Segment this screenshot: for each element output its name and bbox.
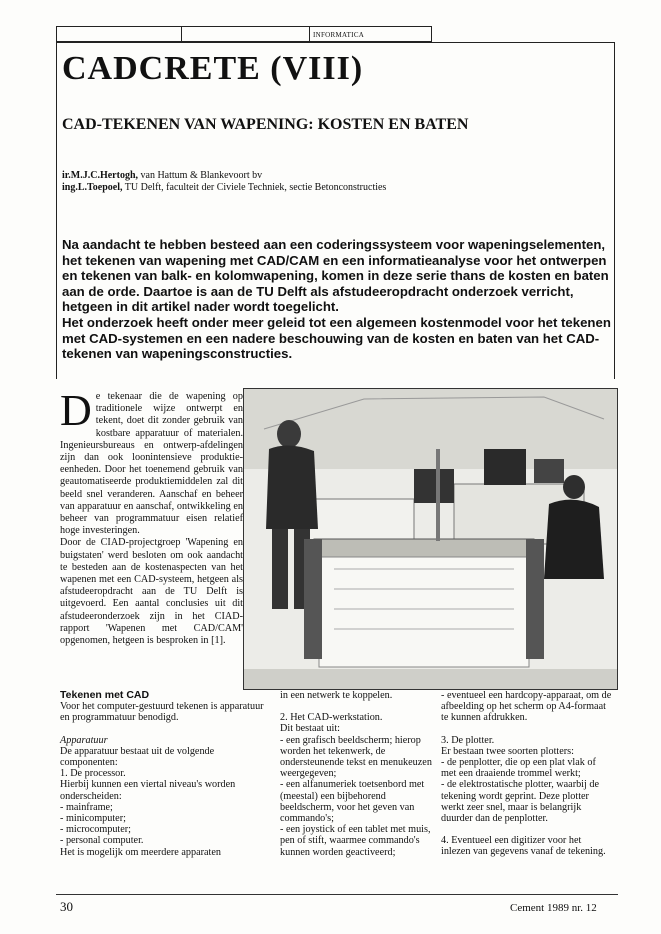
subheading: Apparatuur (60, 734, 108, 746)
footer-rule (56, 894, 618, 895)
drop-cap: D (60, 386, 92, 435)
list-item: - mainframe; (60, 801, 113, 813)
author-name: ing.L.Toepoel, (62, 182, 123, 193)
list-item: - microcomputer; (60, 824, 132, 836)
paragraph: Voor het computer-gestuurd tekenen is apparatuur en programmatuur benodigd. (60, 701, 264, 724)
list-item: - de elektrostatische plotter, waarbij de tekening wordt geprint. Deze plotter werkt zeer snel, maar is belangrijk duurder dan de penplotter. (441, 779, 600, 825)
author-list (62, 170, 386, 194)
lead-text: Het onderzoek heeft onder meer geleid tot een algemeen kostenmodel voor het tekenen met CAD-systemen en een nadere beschouwing van de kosten en baten van het CAD-tekenen van wapeningsconstructies. (62, 314, 611, 362)
header-cell-2 (181, 27, 310, 41)
paragraph: in een netwerk te koppelen. (280, 690, 393, 701)
article-title: CADCRETE (VIII) (62, 50, 364, 87)
list-item: - eventueel een hardcopy-apparaat, om de afbeelding op het scherm op A4-formaat te kunnen afdrukken. (441, 690, 612, 724)
section-heading: Tekenen met CAD (60, 689, 150, 701)
paragraph: Er bestaan twee soorten plotters: (441, 745, 574, 757)
numbered-item: 3. De plotter. (441, 734, 495, 746)
intro-column (60, 386, 243, 647)
photo-illustration (244, 389, 617, 689)
paragraph: Het is mogelijk om meerdere apparaten (60, 846, 221, 858)
list-item: - een alfanumeriek toetsenbord met (meestal) een bijbehorend beeldscherm, voor het geven van commando's; (280, 779, 425, 825)
list-item: - minicomputer; (60, 813, 126, 825)
list-item: - een joystick of een tablet met muis, pen of stift, waarmee commando's kunnen worden geactiveerd; (280, 824, 431, 858)
paragraph: Dit bestaat uit: (280, 723, 340, 735)
intro-text: e tekenaar die de wapening op traditionele wijze ontwerpt en tekent, doet dit zonder gebruik van kostbare apparatuur of materialen. Ingenieursbureaus en ontwerp-afdelingen zijn dan ook loonintensieve produktie-eenheden. Door het toenemend gebruik van geautomatiseerde produktiemiddelen zal dit beeld snel veranderen. Aanschaf en beheer van apparatuur en aanschaf, ontwikkeling en beheer van programmatuur eisen relatief hoge investeringen. (60, 391, 243, 537)
author-line (62, 182, 386, 194)
numbered-item: 1. De processor. (60, 768, 126, 780)
article-subtitle: CAD-TEKENEN VAN WAPENING: KOSTEN EN BATEN (62, 116, 469, 133)
intro-paragraph: Door de CIAD-projectgroep 'Wapening en buigstaten' werd besloten om ook aandacht te besteden aan de kostenaspecten van het wapenen met een CAD-systeem, hetgeen als afstudeeropdracht aan de TU Delft is uitgevoerd. Een aantal conclusies uit dit afstudeeronderzoek zijn in het CIAD-rapport 'Wapenen met CAD/CAM' opgenomen, hetgeen is besproken in [1]. (60, 537, 243, 647)
body-column-1 (60, 690, 270, 858)
intro-paragraph (60, 386, 243, 537)
numbered-item: 4. Eventueel een digitizer voor het inlezen van gegevens vanaf de tekening. (441, 835, 606, 858)
lead-text: Na aandacht te hebben besteed aan een coderingssysteem voor wapeningselementen, het tekenen van wapening met CAD/CAM en een informatieanalyse voor het ontwerpen en tekenen van balk- en kolomwapening, komen in deze serie thans de kosten en baten aan de orde. Daartoe is aan de TU Delft als afstudeeropdracht onderzoek verricht, hetgeen in dit artikel nader wordt toegelicht. (62, 237, 609, 315)
author-line (62, 170, 386, 182)
page-number: 30 (60, 899, 73, 914)
lead-paragraph (62, 237, 612, 362)
list-item: - de penplotter, die op een plat vlak of met een draaiende trommel werkt; (441, 757, 596, 780)
body-column-3 (441, 690, 613, 858)
photo-cad-workstation (243, 388, 618, 690)
list-item: - personal computer. (60, 835, 144, 847)
author-name: ir.M.J.C.Hertogh, (62, 170, 139, 181)
numbered-item: 2. Het CAD-werkstation. (280, 712, 383, 724)
publication-info: Cement 1989 nr. 12 (510, 902, 597, 914)
paragraph: De apparatuur bestaat uit de volgende componenten: (60, 745, 215, 769)
list-item: - een grafisch beeldscherm; hierop worden het tekenwerk, de ondersteunende tekst en menukeuzen weergegeven; (280, 734, 432, 780)
section-label: INFORMATICA (313, 31, 365, 39)
author-affiliation: van Hattum & Blankevoort bv (138, 170, 263, 181)
paragraph: Hierbij kunnen een viertal niveau's worden onderscheiden: (60, 779, 236, 802)
author-affiliation: TU Delft, faculteit der Civiele Techniek, sectie Betonconstructies (122, 182, 387, 193)
header-strip (56, 26, 432, 42)
body-column-2 (280, 690, 432, 858)
header-cell-1 (57, 27, 182, 41)
